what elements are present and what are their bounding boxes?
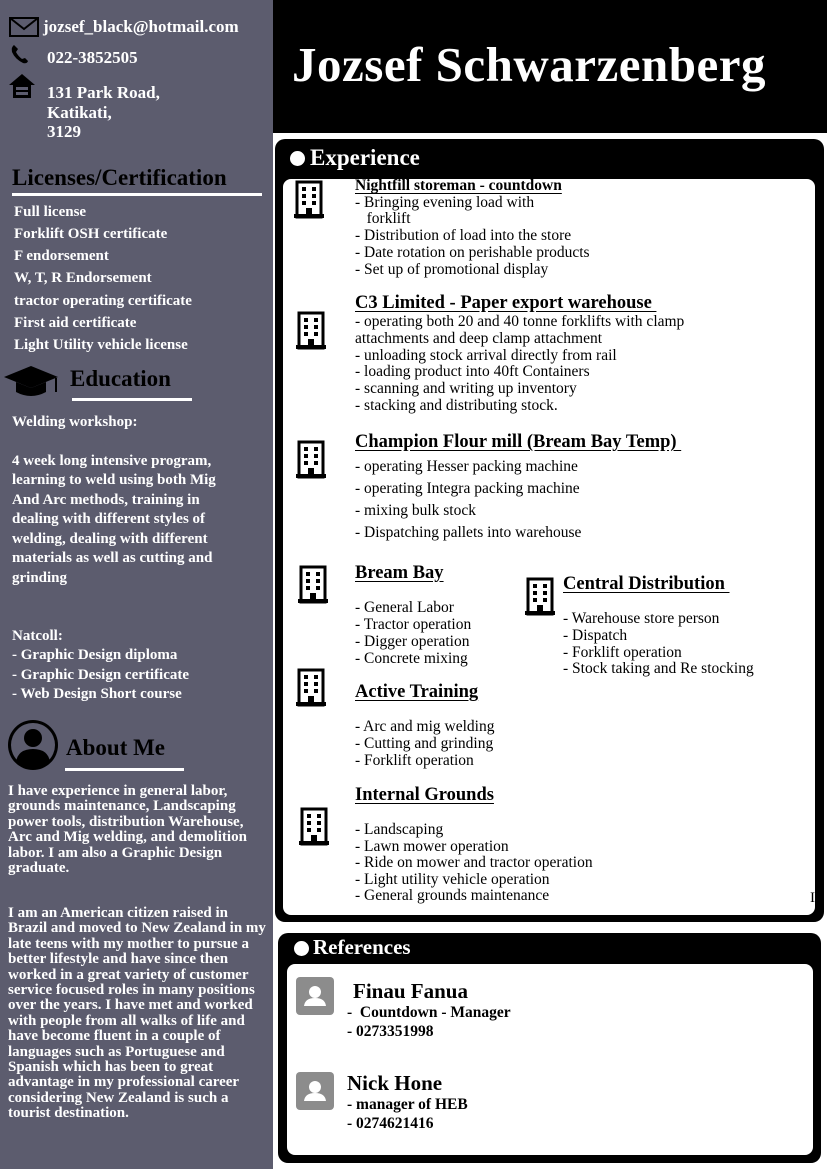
experience-bullet-icon — [290, 151, 305, 166]
job-duty: - mixing bulk stock — [355, 502, 476, 519]
job-duty: - Dispatch — [563, 627, 628, 644]
address-line-1: 131 Park Road, — [47, 83, 160, 102]
job-duty: attachments and deep clamp attachment — [355, 330, 603, 347]
job-duty: - operating Integra packing machine — [355, 480, 580, 497]
education-line: materials as well as cutting and — [12, 550, 213, 566]
address-line-3: 3129 — [47, 122, 81, 141]
job-duty: - Dispatching pallets into warehouse — [355, 524, 582, 541]
education-line: - Graphic Design certificate — [12, 667, 190, 683]
license-item: Full license — [14, 204, 87, 220]
job-duty: - Set up of promotional display — [355, 261, 549, 278]
education-line: Welding workshop: — [12, 414, 138, 430]
license-item: First aid certificate — [14, 315, 137, 331]
reference-phone: - 0273351998 — [347, 1023, 434, 1040]
job-duty: - Digger operation — [355, 633, 470, 650]
job-title: Nightfill storeman - countdown — [355, 177, 562, 194]
building-icon — [296, 311, 326, 350]
education-rule — [72, 398, 192, 401]
license-item: tractor operating certificate — [14, 293, 192, 309]
license-item: Forklift OSH certificate — [14, 226, 168, 242]
building-icon — [296, 668, 326, 707]
license-item: W, T, R Endorsement — [14, 270, 152, 286]
job-duty: - Concrete mixing — [355, 650, 468, 667]
education-line: - Web Design Short course — [12, 686, 182, 702]
job-title: Internal Grounds — [355, 785, 494, 805]
candidate-name: Jozsef Schwarzenberg — [292, 37, 767, 92]
about-paragraph-2: I am an American citizen raised in Brazil and moved to New Zealand in my late teens with my mother to pursue a better lifestyle and have since then worked in a great variety of customer service focused roles in many positions over the years. I have met and worked with people from all walks of life and have become fluent in a couple of languages such as Portuguese and Spanish which has been to great advantage in my professional career considering New Zealand is such a tourist destination. — [8, 905, 266, 1122]
contact-email[interactable]: jozsef_black@hotmail.com — [43, 17, 239, 36]
experience-heading: Experience — [310, 145, 420, 170]
job-duty: - operating Hesser packing machine — [355, 458, 578, 475]
job-title: Bream Bay — [355, 563, 444, 583]
job-duty: - Cutting and grinding — [355, 735, 494, 752]
user-placeholder-icon — [296, 1072, 334, 1110]
reference-avatar — [296, 977, 334, 1015]
email-icon — [9, 17, 39, 37]
license-item: F endorsement — [14, 248, 109, 264]
home-icon — [8, 72, 36, 100]
graduation-cap-icon — [2, 364, 60, 400]
job-duty: - Arc and mig welding — [355, 718, 495, 735]
job-duty: - loading product into 40ft Containers — [355, 363, 590, 380]
person-icon — [6, 718, 60, 772]
references-bullet-icon — [294, 941, 309, 956]
education-line: welding, dealing with different — [12, 531, 208, 547]
address-line-2: Katikati, — [47, 103, 112, 122]
reference-name: Nick Hone — [347, 1071, 443, 1095]
job-duty: - Distribution of load into the store — [355, 227, 572, 244]
job-duty: - operating both 20 and 40 tonne forklifts with clamp — [355, 313, 685, 330]
job-duty: - Light utility vehicle operation — [355, 871, 550, 888]
education-line: 4 week long intensive program, — [12, 453, 212, 469]
job-title: Central Distribution — [563, 574, 730, 594]
job-duty: - stacking and distributing stock. — [355, 397, 558, 414]
job-duty: - Stock taking and Re stocking — [563, 660, 754, 677]
about-paragraph-1: I have experience in general labor, grounds maintenance, Landscaping power tools, distribution Warehouse, Arc and Mig welding, and demolition labor. I am also a Graphic Design graduate. — [8, 783, 247, 877]
education-line: And Arc methods, training in — [12, 492, 200, 508]
job-title: C3 Limited - Paper export warehouse — [355, 293, 657, 313]
building-icon — [299, 807, 329, 846]
license-item: Light Utility vehicle license — [14, 337, 188, 353]
references-heading: References — [313, 935, 411, 959]
building-icon — [525, 577, 555, 616]
education-line: grinding — [12, 570, 68, 586]
job-duty: - Forklift operation — [563, 644, 682, 661]
job-duty: - Date rotation on perishable products — [355, 244, 590, 261]
reference-name: Finau Fanua — [353, 979, 468, 1003]
job-duty: - unloading stock arrival directly from rail — [355, 347, 617, 364]
job-duty: - Lawn mower operation — [355, 838, 509, 855]
stray-mark: I — [810, 890, 815, 906]
job-duty: - Forklift operation — [355, 752, 474, 769]
phone-icon — [10, 43, 30, 65]
job-duty: - Ride on mower and tractor operation — [355, 854, 593, 871]
reference-role: - Countdown - Manager — [347, 1004, 511, 1021]
job-duty: - General Labor — [355, 599, 454, 616]
licenses-heading: Licenses/Certification — [12, 165, 227, 190]
job-duty: - scanning and writing up inventory — [355, 380, 577, 397]
contact-phone: 022-3852505 — [47, 48, 138, 67]
job-duty: - Landscaping — [355, 821, 444, 838]
education-heading: Education — [70, 366, 171, 391]
reference-role: - manager of HEB — [347, 1096, 468, 1113]
education-line: Natcoll: — [12, 628, 63, 644]
job-title: Active Training — [355, 682, 479, 702]
job-duty: forklift — [355, 210, 411, 227]
building-icon — [294, 180, 324, 219]
building-icon — [296, 440, 326, 479]
education-line: learning to weld using both Mig — [12, 472, 216, 488]
job-duty: - Warehouse store person — [563, 610, 720, 627]
education-line: dealing with different styles of — [12, 511, 206, 527]
job-duty: - Bringing evening load with — [355, 194, 535, 211]
building-icon — [298, 565, 328, 604]
reference-phone: - 0274621416 — [347, 1115, 434, 1132]
job-duty: - General grounds maintenance — [355, 887, 550, 904]
job-duty: - Tractor operation — [355, 616, 472, 633]
user-placeholder-icon — [296, 977, 334, 1015]
reference-avatar — [296, 1072, 334, 1110]
education-line: - Graphic Design diploma — [12, 647, 178, 663]
about-heading: About Me — [66, 735, 166, 760]
job-title: Champion Flour mill (Bream Bay Temp) — [355, 432, 682, 452]
about-rule — [65, 768, 184, 771]
licenses-rule — [12, 193, 262, 196]
